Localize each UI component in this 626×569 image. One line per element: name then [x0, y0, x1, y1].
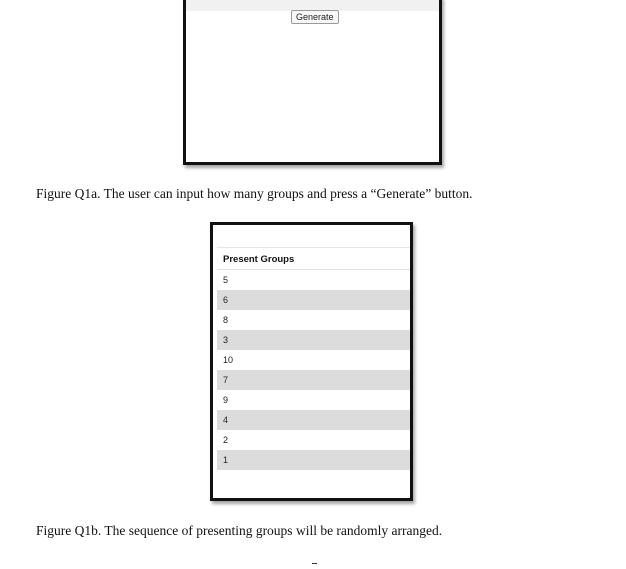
page-number-mark — [312, 563, 317, 564]
figure-q1b-caption: Figure Q1b. The sequence of presenting groups will be randomly arranged. — [36, 523, 443, 538]
figure-q1b-screenshot — [210, 222, 413, 501]
table-row: 8 — [223, 315, 229, 325]
table-row: 7 — [217, 370, 410, 390]
table-row: 10 — [223, 355, 234, 365]
table-row: 2 — [223, 435, 229, 445]
generate-button[interactable]: Generate — [291, 10, 339, 24]
figure-q1a-screenshot — [183, 0, 442, 165]
table-row: 4 — [217, 410, 410, 430]
table-top-divider — [217, 247, 410, 248]
present-groups-list — [217, 270, 410, 470]
table-row: 9 — [223, 395, 229, 405]
present-groups-header: Present Groups — [223, 254, 295, 265]
table-row: 1 — [217, 450, 410, 470]
figure-q1a-caption: Figure Q1a. The user can input how many groups and press a “Generate” button. — [36, 186, 473, 201]
table-row: 6 — [217, 290, 410, 310]
table-row: 5 — [223, 275, 229, 285]
table-row: 3 — [217, 330, 410, 350]
